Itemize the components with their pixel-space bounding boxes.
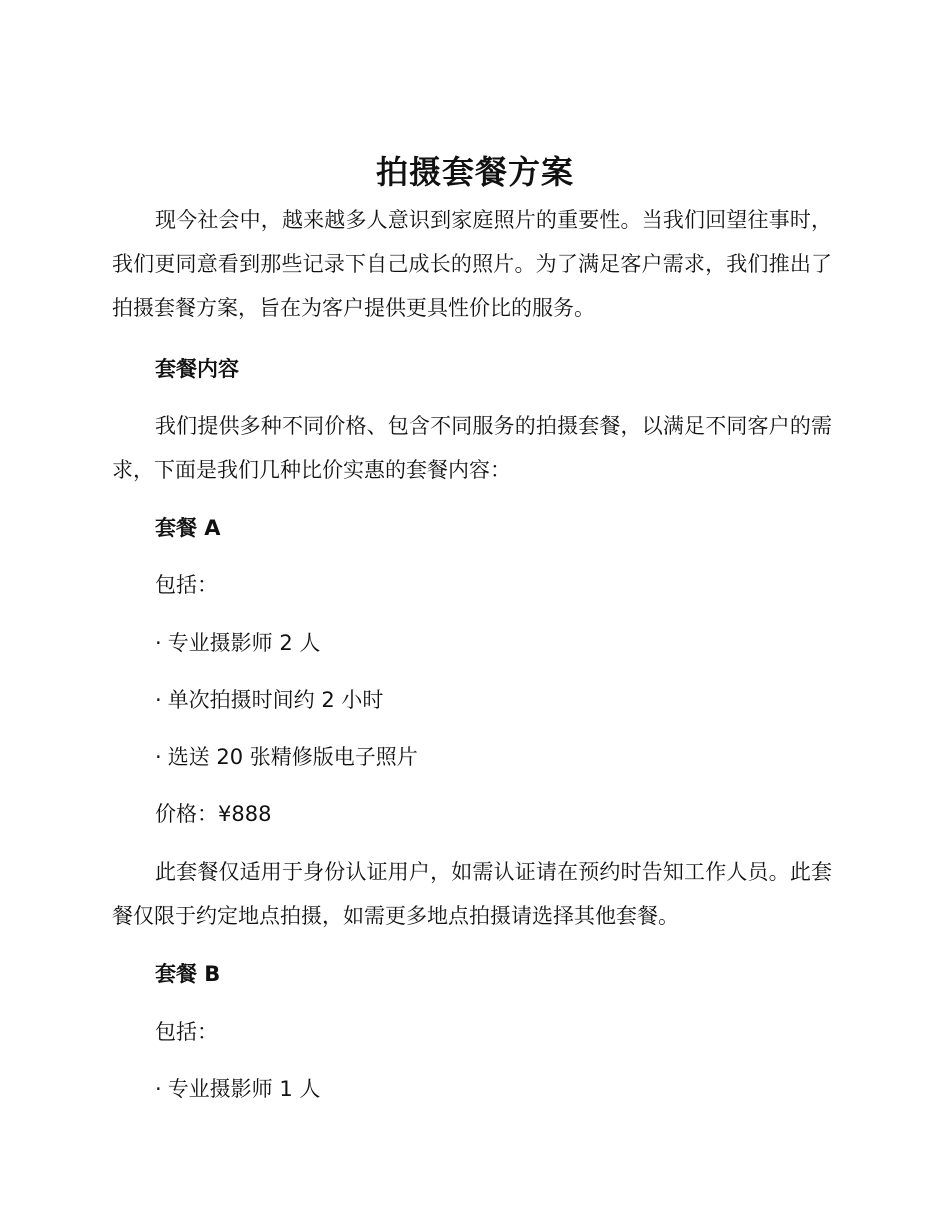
package-a-list-item [155, 742, 418, 772]
package-a-note: 此套餐仅适用于身份认证用户，如需认证请在预约时告知工作人员。此套餐仅限于约定地点拍摄，如需更多地点拍摄请选择其他套餐。 [112, 860, 832, 928]
package-a-item-text: 单次拍摄时间约 2 小时 [167, 688, 384, 712]
bullet-icon: · [155, 631, 162, 655]
document-title: 拍摄套餐方案 [375, 153, 574, 191]
package-a-list-item [155, 628, 320, 658]
package-a-includes-label: 包括： [155, 573, 218, 597]
bullet-icon: · [155, 1077, 162, 1101]
bullet-icon: · [155, 688, 162, 712]
package-a-list-item [155, 685, 383, 715]
package-b-heading: 套餐 B [155, 962, 221, 986]
package-b-item-text: 专业摄影师 1 人 [167, 1077, 321, 1101]
package-b-list-item [155, 1074, 320, 1104]
package-a-price: 价格：¥888 [155, 802, 272, 826]
section-heading: 套餐内容 [155, 357, 239, 381]
package-a-heading: 套餐 A [155, 516, 221, 540]
bullet-icon: · [155, 745, 162, 769]
package-a-item-text: 专业摄影师 2 人 [167, 631, 321, 655]
section-intro-paragraph: 我们提供多种不同价格、包含不同服务的拍摄套餐，以满足不同客户的需求，下面是我们几种比价实惠的套餐内容： [112, 414, 832, 482]
package-b-includes-label: 包括： [155, 1020, 218, 1044]
intro-paragraph: 现今社会中，越来越多人意识到家庭照片的重要性。当我们回望往事时，我们更同意看到那些记录下自己成长的照片。为了满足客户需求，我们推出了拍摄套餐方案，旨在为客户提供更具性价比的服务。 [112, 208, 832, 320]
package-a-item-text: 选送 20 张精修版电子照片 [167, 745, 418, 769]
